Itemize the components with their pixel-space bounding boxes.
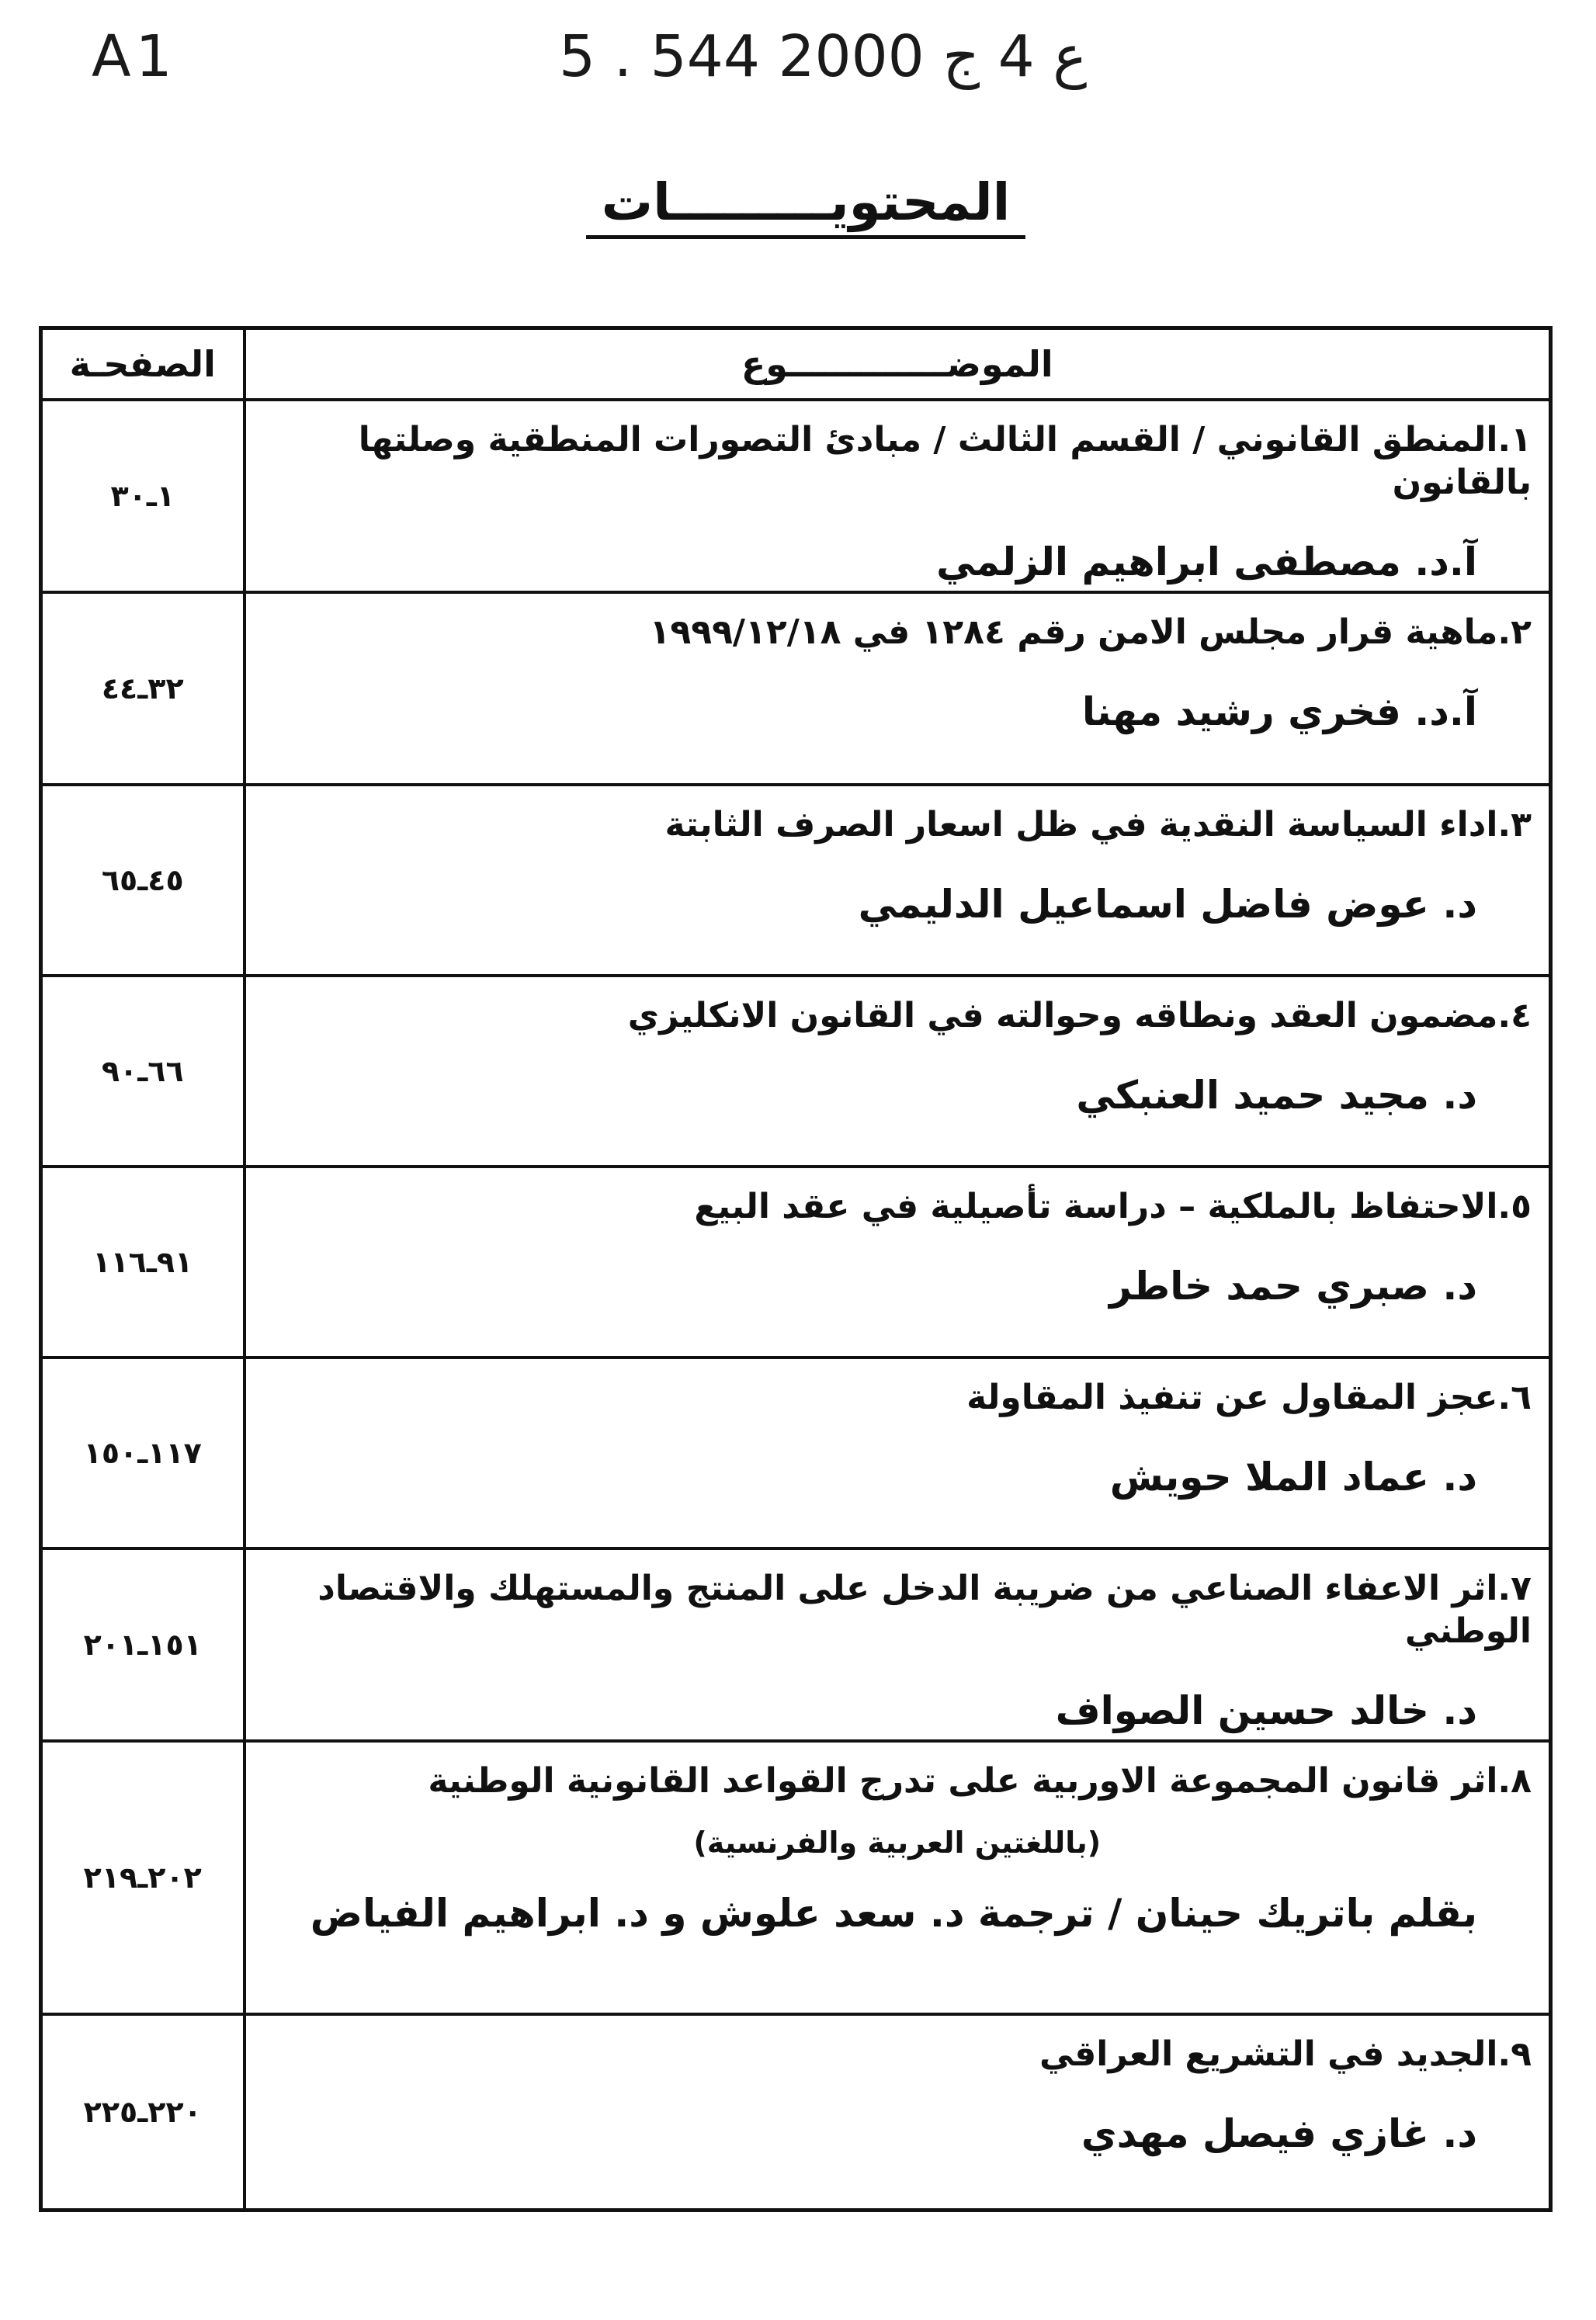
page-range: ٩١ـ١١٦: [41, 1167, 245, 1358]
entry-author: د. عماد الملا حويش: [1109, 1454, 1477, 1500]
page-range: ٢٢٠ـ٢٢٥: [41, 2014, 245, 2211]
header-topic: الموضـــــــــــــوع: [245, 328, 1551, 400]
page-title-text: المحتويـــــــــات: [586, 172, 1025, 239]
entry-author: آ.د. مصطفى ابراهيم الزلمي: [936, 539, 1477, 584]
table-header-row: [41, 328, 1551, 400]
topic-cell: [245, 1548, 1551, 1741]
entry-subtitle: (باللغتين العربية والفرنسية): [693, 1825, 1102, 1860]
entry-author: بقلم باتريك حينان / ترجمة د. سعد علوش و د. ابراهيم الفياض: [310, 1890, 1477, 1936]
entry-title: ٥.الاحتفاظ بالملكية – دراسة تأصيلية في عقد البيع: [694, 1186, 1532, 1226]
page-range: ١٥١ـ٢٠١: [41, 1548, 245, 1741]
table-row: [41, 2014, 1551, 2211]
page-range: ١١٧ـ١٥٠: [41, 1358, 245, 1548]
table-row: [41, 1358, 1551, 1548]
page-range: ١ـ٣٠: [41, 400, 245, 592]
entry-title: ٢.ماهية قرار مجلس الامن رقم ١٢٨٤ في ١٩٩٩/١٢/١٨: [649, 612, 1532, 652]
entry-title: ٧.اثر الاعفاء الصناعي من ضريبة الدخل على المنتج والمستهلك والاقتصاد الوطني: [317, 1568, 1532, 1651]
table-row: [41, 1741, 1551, 2014]
topic-cell: [245, 976, 1551, 1167]
table-row: [41, 976, 1551, 1167]
page-range: ٤٥ـ٦٥: [41, 785, 245, 976]
entry-author: د. خالد حسين الصواف: [1055, 1687, 1477, 1733]
entry-title: ١.المنطق القانوني / القسم الثالث / مبادئ التصورات المنطقية وصلتها بالقانون: [358, 419, 1532, 502]
entry-title: ٨.اثر قانون المجموعة الاوربية على تدرج القواعد القانونية الوطنية: [428, 1760, 1532, 1801]
topic-cell: [245, 1741, 1551, 2014]
header-page: الصفحـة: [41, 328, 245, 400]
page-range: ٢٠٢ـ٢١٩: [41, 1741, 245, 2014]
topic-cell: [245, 2014, 1551, 2211]
entry-author: د. غازي فيصل مهدي: [1081, 2110, 1477, 2156]
topic-cell: [245, 1358, 1551, 1548]
page-range: ٦٦ـ٩٠: [41, 976, 245, 1167]
table-row: [41, 400, 1551, 592]
topic-cell: [245, 1167, 1551, 1358]
entry-title: ٩.الجديد في التشريع العراقي: [1039, 2034, 1532, 2074]
entry-title: ٤.مضمون العقد ونطاقه وحوالته في القانون الانكليزي: [627, 995, 1532, 1035]
entry-author: د. مجيد حميد العنبكي: [1076, 1072, 1477, 1118]
entry-author: د. عوض فاضل اسماعيل الدليمي: [858, 881, 1477, 927]
handwritten-note-right: 5 . ع 4 ج 2000 544: [559, 23, 1088, 90]
table-row: [41, 592, 1551, 785]
entry-author: د. صبري حمد خاطر: [1109, 1263, 1477, 1309]
topic-cell: [245, 400, 1551, 592]
topic-cell: [245, 785, 1551, 976]
table-row: [41, 785, 1551, 976]
table-row: [41, 1167, 1551, 1358]
page-range: ٣٢ـ٤٤: [41, 592, 245, 785]
contents-table: [39, 326, 1553, 2212]
entry-title: ٣.اداء السياسة النقدية في ظل اسعار الصرف الثابتة: [664, 804, 1532, 844]
topic-cell: [245, 592, 1551, 785]
entry-title: ٦.عجز المقاول عن تنفيذ المقاولة: [966, 1377, 1532, 1417]
table-row: [41, 1548, 1551, 1741]
handwritten-note-left: A1: [92, 23, 177, 90]
entry-author: آ.د. فخري رشيد مهنا: [1081, 688, 1477, 734]
page-title: [0, 172, 1596, 239]
